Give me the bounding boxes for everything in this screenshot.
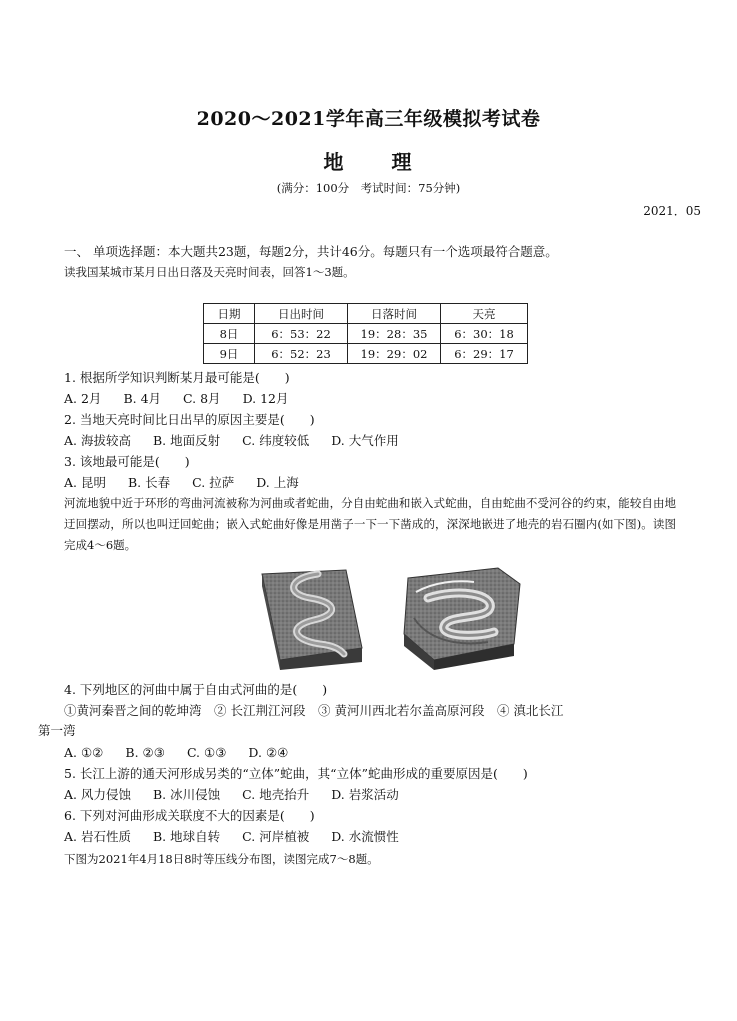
table-header: 日期 — [204, 304, 255, 324]
incised-meander-diagram — [404, 568, 520, 670]
section-intro: 读我国某城市某月日出日落及天亮时间表，回答1～3题。 — [64, 265, 355, 279]
option: C. 纬度较低 — [242, 433, 310, 448]
exam-date: 2021．05 — [643, 204, 701, 218]
table-cell: 6：52：23 — [255, 344, 348, 364]
question-options — [64, 785, 680, 805]
question-options — [64, 827, 680, 847]
option: B. 地面反射 — [152, 433, 221, 448]
question-options — [64, 473, 680, 493]
table-cell: 6：53：22 — [255, 324, 348, 344]
option: B. 冰川侵蚀 — [152, 787, 221, 802]
subject-title — [0, 146, 737, 175]
table-cell: 8日 — [204, 324, 255, 344]
option: D. 水流惯性 — [331, 829, 399, 844]
question-stem: 6. 下列对河曲形成关联度不大的因素是( ) — [64, 808, 315, 823]
question-items: ①黄河秦晋之间的乾坤湾 ② 长江荆江河段 ③ 黄河川西北若尔盖高原河段 ④ 滇北长江 — [64, 703, 564, 718]
passage-text: 河流地貌中近于环形的弯曲河流被称为河曲或者蛇曲，分自由蛇曲和嵌入式蛇曲，自由蛇曲不受河谷的约束，能较自由地迂回摆动，所以也叫迂回蛇曲；嵌入式蛇曲好像是用凿子一下一下凿成的，深深地嵌进了地壳的岩石圈内(如下图)。读图完成4～6题。 — [64, 496, 676, 552]
section-heading: 一、 单项选择题：本大题共23题，每题2分，共计46分。每题只有一个选项最符合题意。 — [64, 244, 558, 259]
question-options — [64, 389, 680, 409]
option: C. ①③ — [186, 745, 227, 760]
sun-time-table — [203, 303, 528, 364]
option: A. 昆明 — [64, 475, 106, 490]
option: B. 长春 — [127, 475, 171, 490]
meander-passage — [64, 493, 676, 556]
option: A. 风力侵蚀 — [64, 787, 131, 802]
option: C. 河岸植被 — [242, 829, 310, 844]
table-header: 日落时间 — [348, 304, 441, 324]
option: B. ②③ — [125, 745, 165, 760]
table-cell: 6：30：18 — [441, 324, 528, 344]
option: C. 地壳抬升 — [242, 787, 310, 802]
option: A. 岩石性质 — [64, 829, 131, 844]
question-options — [64, 431, 680, 451]
table-header-row — [204, 304, 528, 324]
question-options — [64, 743, 680, 763]
table-header: 天亮 — [441, 304, 528, 324]
question-stem: 1. 根据所学知识判断某月最可能是( ) — [64, 370, 290, 385]
exam-info: (满分：100分 考试时间：75分钟) — [276, 181, 461, 195]
option: D. 大气作用 — [331, 433, 399, 448]
question-stem: 2. 当地天亮时间比日出早的原因主要是( ) — [64, 412, 315, 427]
table-header: 日出时间 — [255, 304, 348, 324]
meander-block-diagrams — [258, 564, 524, 670]
option: B. 4月 — [123, 391, 162, 406]
subject-left: 地 — [323, 150, 346, 174]
option: D. 岩浆活动 — [331, 787, 399, 802]
table-cell: 9日 — [204, 344, 255, 364]
option: D. ②④ — [248, 745, 289, 760]
option: A. 海拔较高 — [64, 433, 131, 448]
option: D. 12月 — [242, 391, 289, 406]
option: A. ①② — [64, 745, 104, 760]
question-stem: 5. 长江上游的通天河形成另类的“立体”蛇曲，其“立体”蛇曲形成的重要原因是( ) — [64, 766, 528, 781]
table-cell: 19：29：02 — [348, 344, 441, 364]
table-row — [204, 324, 528, 344]
question-stem: 4. 下列地区的河曲中属于自由式河曲的是( ) — [64, 682, 328, 697]
question-stem: 3. 该地最可能是( ) — [64, 454, 190, 469]
exam-title: 2020～2021学年高三年级模拟考试卷 — [196, 108, 541, 130]
isobar-intro: 下图为2021年4月18日8时等压线分布图，读图完成7～8题。 — [64, 852, 379, 866]
option: D. 上海 — [256, 475, 299, 490]
option: C. 拉萨 — [192, 475, 235, 490]
option: B. 地球自转 — [152, 829, 221, 844]
subject-right: 理 — [391, 150, 414, 174]
free-meander-diagram — [262, 570, 362, 670]
option: A. 2月 — [64, 391, 102, 406]
option: C. 8月 — [183, 391, 221, 406]
table-cell: 19：28：35 — [348, 324, 441, 344]
table-cell: 6：29：17 — [441, 344, 528, 364]
question-items-cont: 第一湾 — [38, 723, 76, 738]
table-row — [204, 344, 528, 364]
